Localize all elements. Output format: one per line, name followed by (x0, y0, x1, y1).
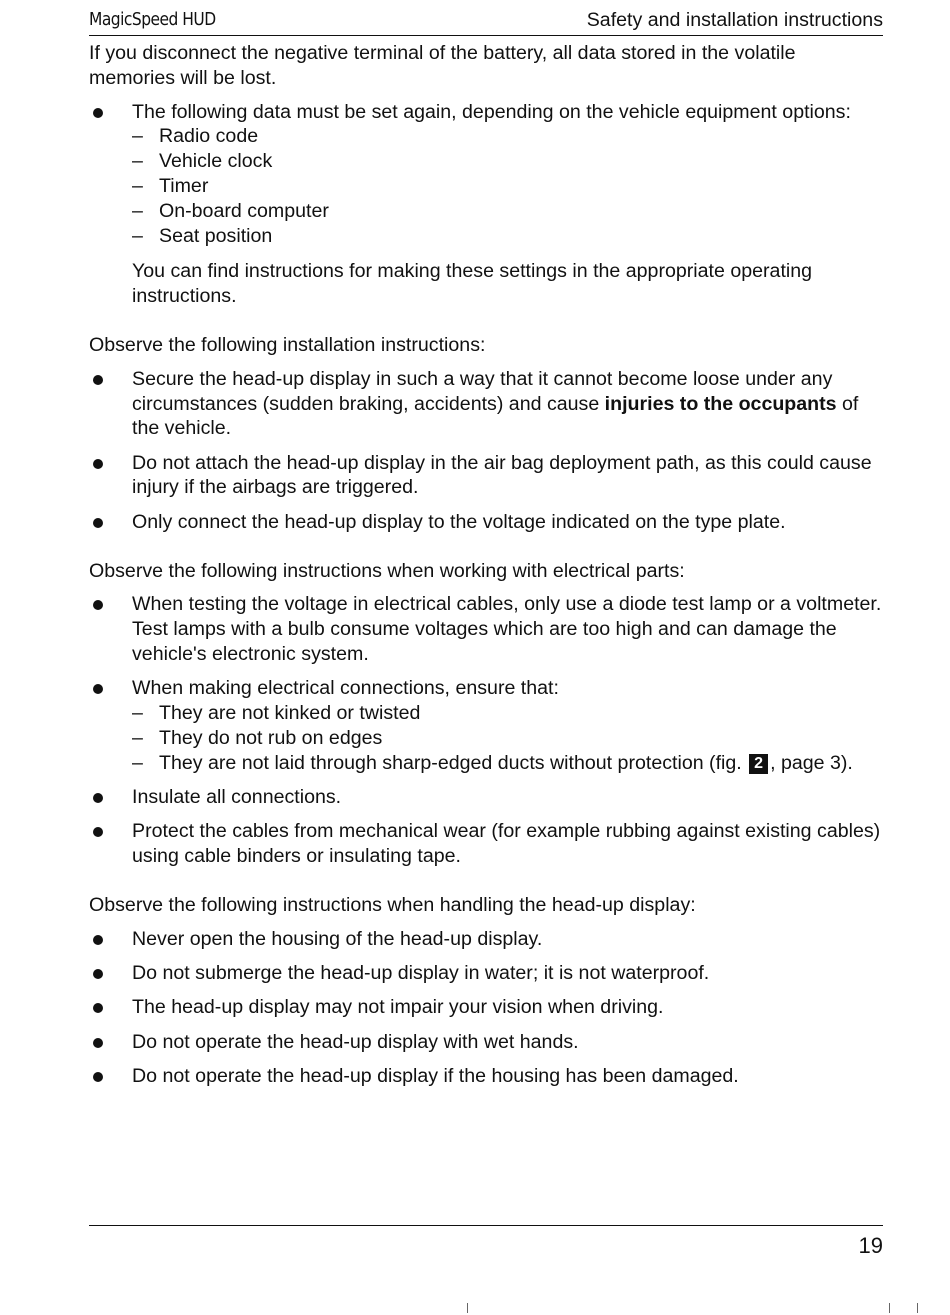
bullet-icon (93, 827, 103, 837)
sub-list-item (132, 124, 883, 149)
sub-list-item (132, 149, 883, 174)
sub-list-item (132, 199, 883, 224)
bullet-icon (93, 459, 103, 469)
bullet-icon (93, 600, 103, 610)
list-item (89, 1030, 883, 1055)
bullet-text: Insulate all connections. (132, 785, 342, 808)
crop-mark (889, 1303, 890, 1313)
sub-item-text: They are not kinked or twisted (159, 702, 421, 725)
sub-item-text: Seat position (159, 224, 273, 247)
bullet-text: Do not submerge the head-up display in water; it is not waterproof. (132, 961, 710, 984)
sub-item-text: Timer (159, 174, 209, 197)
list-item (89, 961, 883, 986)
sub-list-item (132, 174, 883, 199)
bullet-icon (93, 375, 103, 385)
crop-mark (467, 1303, 468, 1313)
bullet-icon (93, 108, 103, 118)
text-run: Secure the head-up display in such a way that it cannot become loose under any circumstances (sudden braking, accidents) and cause (132, 367, 833, 415)
sub-item-text: They do not rub on edges (159, 726, 383, 749)
bullet-text: When testing the voltage in electrical cables, only use a diode test lamp or a voltmeter. Test lamps with a bulb consume voltages which are too high and can damage the vehicle's electronic system. (132, 593, 882, 665)
dash-icon: – (132, 751, 143, 774)
list-item (89, 592, 883, 666)
bullet-text: Never open the housing of the head-up display. (132, 927, 543, 950)
handling-heading: Observe the following instructions when handling the head-up display: (89, 893, 696, 916)
dash-icon: – (132, 702, 143, 725)
bold-text: injuries to the occupants (604, 392, 837, 415)
sub-item-text: On-board computer (159, 199, 329, 222)
bullet-text (132, 367, 883, 441)
electrical-heading: Observe the following instructions when working with electrical parts: (89, 559, 685, 582)
intro-paragraph: If you disconnect the negative terminal of the battery, all data stored in the volatile memories will be lost. (89, 42, 796, 89)
dash-icon: – (132, 125, 143, 148)
dash-icon: – (132, 150, 143, 173)
bullet-text: The head-up display may not impair your vision when driving. (132, 996, 664, 1019)
page-number: 19 (858, 1233, 883, 1258)
bullet-text: Do not operate the head-up display with wet hands. (132, 1030, 579, 1053)
text-run: They are not laid through sharp-edged ducts without protection (fig. (159, 751, 748, 774)
bullet-icon (93, 1072, 103, 1082)
list-item (89, 676, 883, 775)
settings-note: You can find instructions for making these settings in the appropriate operating instructions. (132, 260, 813, 308)
sub-item-text (159, 752, 853, 774)
bullet-text: Do not operate the head-up display if the housing has been damaged. (132, 1064, 739, 1087)
sub-item-text: Radio code (159, 125, 259, 148)
figure-reference-badge: 2 (749, 754, 768, 774)
text-run: of the vehicle. (132, 392, 859, 440)
page-body (89, 41, 883, 1098)
list-item (89, 451, 883, 501)
bullet-icon (93, 935, 103, 945)
bullet-icon (93, 684, 103, 694)
footer-divider (89, 1225, 883, 1226)
sub-list-item (132, 726, 883, 751)
sub-list-item (132, 701, 883, 726)
bullet-text: When making electrical connections, ensure that: (132, 677, 559, 700)
section-title: Safety and installation instructions (586, 9, 883, 31)
bullet-icon (93, 1003, 103, 1013)
list-item (89, 367, 883, 441)
list-item (89, 100, 883, 309)
list-item (89, 995, 883, 1020)
list-item (89, 510, 883, 535)
bullet-text: Do not attach the head-up display in the air bag deployment path, as this could cause injury if the airbags are triggered. (132, 451, 872, 499)
sub-list-item (132, 224, 883, 249)
dash-icon: – (132, 726, 143, 749)
list-item (89, 927, 883, 952)
text-run: , page 3). (770, 751, 853, 774)
bullet-icon (93, 793, 103, 803)
dash-icon: – (132, 224, 143, 247)
bullet-text: The following data must be set again, depending on the vehicle equipment options: (132, 100, 851, 123)
bullet-icon (93, 518, 103, 528)
brand-name: MagicSpeed HUD (89, 9, 216, 30)
bullet-text: Only connect the head-up display to the voltage indicated on the type plate. (132, 510, 786, 533)
list-item (89, 785, 883, 810)
bullet-text: Protect the cables from mechanical wear (for example rubbing against existing cables) using cable binders or insulating tape. (132, 820, 881, 868)
dash-icon: – (132, 199, 143, 222)
installation-heading: Observe the following installation instructions: (89, 333, 486, 356)
list-item (89, 819, 883, 869)
bullet-icon (93, 969, 103, 979)
sub-list-item (132, 751, 883, 776)
crop-mark (917, 1303, 918, 1313)
page-header (89, 5, 883, 36)
sub-item-text: Vehicle clock (159, 150, 273, 173)
list-item (89, 1064, 883, 1089)
dash-icon: – (132, 174, 143, 197)
bullet-icon (93, 1038, 103, 1048)
